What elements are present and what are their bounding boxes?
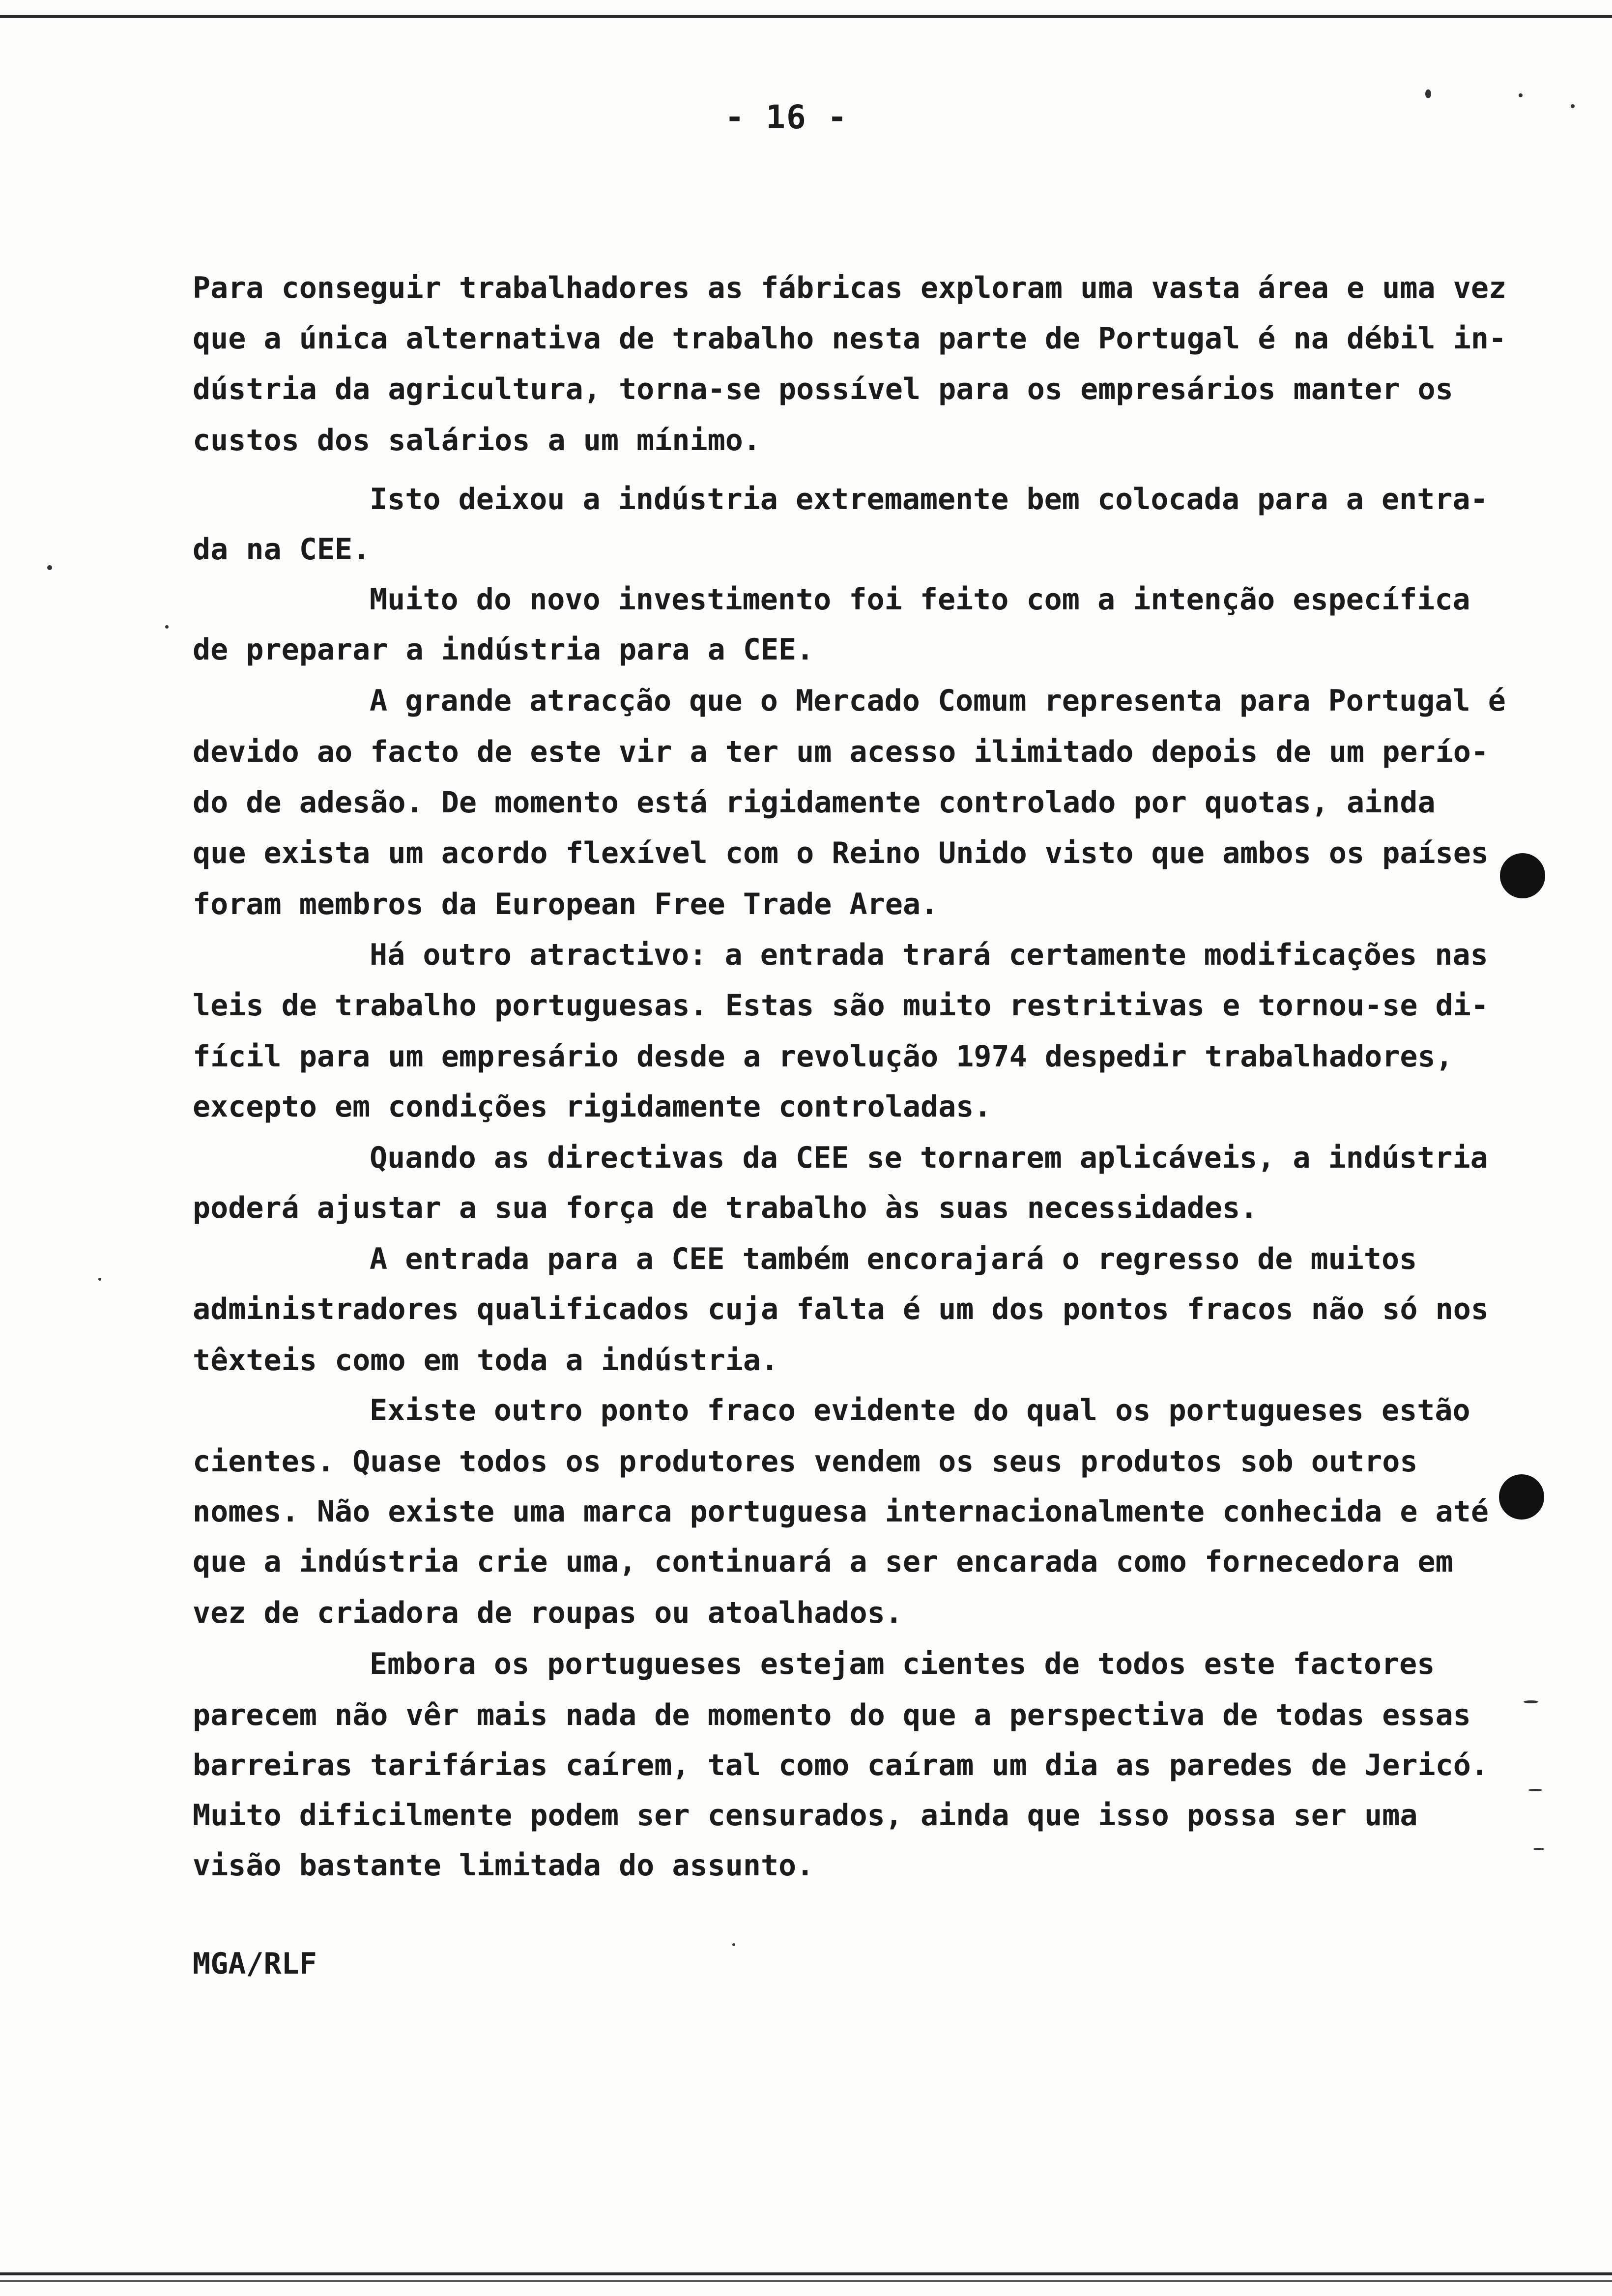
scan-speck <box>1571 104 1575 108</box>
scan-speck <box>47 565 52 570</box>
text-line: Para conseguir trabalhadores as fábricas exploram uma vasta área e uma vez <box>193 271 1507 305</box>
text-line: que a única alternativa de trabalho nesta parte de Portugal é na débil in- <box>193 321 1507 356</box>
text-line: administradores qualificados cuja falta é um dos pontos fracos não só nos <box>193 1292 1489 1326</box>
paragraph-first-line: Existe outro ponto fraco evidente do qual os portugueses estão <box>370 1393 1470 1428</box>
bottom-rule-thin <box>0 2280 1612 2282</box>
paragraph-first-line: Quando as directivas da CEE se tornarem aplicáveis, a indústria <box>370 1141 1488 1175</box>
typist-initials: MGA/RLF <box>193 1947 317 1981</box>
text-line: que exista um acordo flexível com o Reino Unido visto que ambos os países <box>193 836 1489 870</box>
paragraph-first-line: Isto deixou a indústria extremamente bem colocada para a entra- <box>370 482 1488 517</box>
text-line: poderá ajustar a sua força de trabalho às suas necessidades. <box>193 1191 1258 1225</box>
scan-speck <box>1528 1789 1542 1791</box>
text-line: visão bastante limitada do assunto. <box>193 1848 814 1883</box>
paragraph-first-line: Embora os portugueses estejam cientes de todos este factores <box>370 1647 1435 1681</box>
text-line: foram membros da European Free Trade Area. <box>193 887 939 921</box>
text-line: custos dos salários a um mínimo. <box>193 423 761 458</box>
text-line: excepto em condições rigidamente controladas. <box>193 1090 992 1124</box>
text-line: do de adesão. De momento está rigidamente controlado por quotas, ainda <box>193 785 1436 820</box>
scan-speck <box>1425 89 1431 98</box>
paragraph-first-line: Há outro atractivo: a entrada trará certamente modificações nas <box>370 938 1488 972</box>
text-line: vez de criadora de roupas ou atoalhados. <box>193 1596 903 1630</box>
text-line: barreiras tarifárias caírem, tal como caíram um dia as paredes de Jericó. <box>193 1748 1489 1782</box>
text-line: têxteis como em toda a indústria. <box>193 1343 779 1378</box>
text-line: fícil para um empresário desde a revolução 1974 despedir trabalhadores, <box>193 1039 1453 1074</box>
scan-speck <box>98 1278 101 1281</box>
paragraph-first-line: A grande atracção que o Mercado Comum representa para Portugal é <box>370 684 1506 718</box>
paragraph-first-line: A entrada para a CEE também encorajará o regresso de muitos <box>370 1242 1417 1276</box>
scan-speck <box>165 625 169 629</box>
text-line: da na CEE. <box>193 532 371 567</box>
text-line: dústria da agricultura, torna-se possível para os empresários manter os <box>193 372 1453 406</box>
text-line: parecem não vêr mais nada de momento do que a perspectiva de todas essas <box>193 1698 1471 1732</box>
text-line: Muito dificilmente podem ser censurados, ainda que isso possa ser uma <box>193 1798 1418 1833</box>
text-line: cientes. Quase todos os produtores vendem os seus produtos sob outros <box>193 1444 1418 1479</box>
top-rule <box>0 15 1612 18</box>
page-number: - 16 - <box>724 98 848 136</box>
scan-speck <box>732 1943 735 1946</box>
text-line: nomes. Não existe uma marca portuguesa internacionalmente conhecida e até <box>193 1494 1489 1529</box>
scan-speck <box>1524 1700 1538 1703</box>
punch-hole <box>1500 853 1545 898</box>
text-line: leis de trabalho portuguesas. Estas são muito restritivas e tornou-se di- <box>193 988 1489 1023</box>
bottom-rule <box>0 2272 1612 2275</box>
punch-hole <box>1499 1474 1544 1520</box>
scan-speck <box>1533 1848 1544 1850</box>
scan-speck <box>1519 93 1523 97</box>
paragraph-first-line: Muito do novo investimento foi feito com a intenção específica <box>370 582 1470 617</box>
text-line: de preparar a indústria para a CEE. <box>193 632 814 667</box>
text-line: que a indústria crie uma, continuará a ser encarada como fornecedora em <box>193 1545 1453 1579</box>
text-line: devido ao facto de este vir a ter um acesso ilimitado depois de um perío- <box>193 735 1489 769</box>
